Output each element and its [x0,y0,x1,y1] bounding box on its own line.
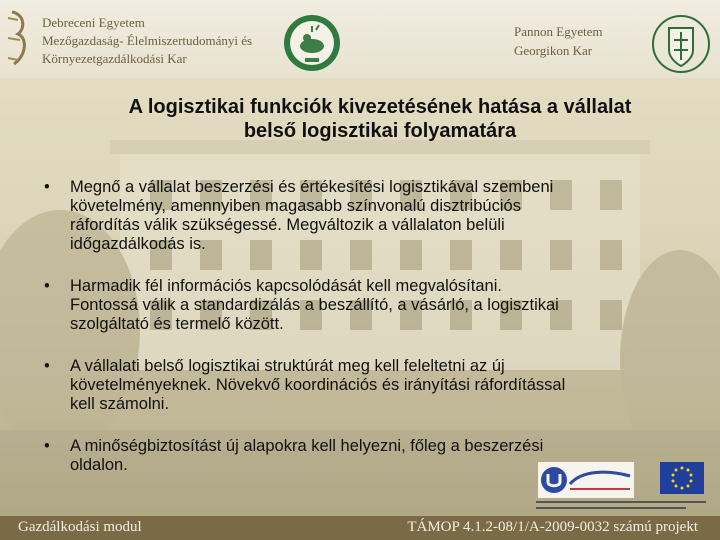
bullet-line: szolgáltató és termelő között. [70,315,284,333]
funding-notice-image [536,499,714,513]
bullet-marker: • [44,178,50,196]
footer-module-name: Gazdálkodási modul [18,519,142,535]
left-institution-line: Debreceni Egyetem [42,15,145,30]
right-institution-line: Pannon Egyetem [514,24,603,39]
footer-project-id: TÁMOP 4.1.2-08/1/A-2009-0032 számú projekt [407,519,698,535]
bullet-list [44,178,694,475]
bullet-line: A vállalati belső logisztikai struktúrát meg kell feleltetni az új [70,357,505,375]
bullet-item [44,357,694,414]
bullet-line: ráfordítás válik szükségessé. Megváltozik a vállalaton belüli [70,216,505,234]
footer-bar [0,516,720,540]
eu-flag-icon [660,462,704,494]
right-institution-name [514,22,602,60]
bullet-line: követelményeknek. Növekvő koordinációs és irányítási ráfordítással [70,376,566,394]
bullet-line: követelmény, amennyiben magasabb színvonalú disztribúciós [70,197,521,215]
bullet-item [44,277,694,334]
georgikon-emblem-icon [650,10,712,76]
bullet-line: kell számolni. [70,395,170,413]
bullet-marker: • [44,357,50,375]
bullet-marker: • [44,437,50,455]
right-institution-line: Georgikon Kar [514,43,593,58]
title-line: belső logisztikai folyamatára [243,120,517,142]
bullet-line: oldalon. [70,456,128,474]
title-line: A logisztikai funkciók kivezetésének hatása a vállalat [128,96,632,118]
bullet-line: A minőségbiztosítást új alapokra kell helyezni, főleg a beszerzési [70,437,544,455]
bullet-line: Harmadik fél információs kapcsolódását kell megvalósítani. [70,277,502,295]
slide-title [60,95,700,143]
faculty-seal-icon [283,14,341,72]
bullet-marker: • [44,277,50,295]
left-institution-line: Mezőgazdaság- Élelmiszertudományi és [42,33,253,48]
bullet-line: Megnő a vállalat beszerzési és értékesítési logisztikával szembeni [70,178,554,196]
bullet-line: Fontossá válik a standardizálás a beszállító, a vásárló, a logisztikai [70,296,559,314]
university-logo-icon [4,8,34,72]
left-institution-name [42,14,252,68]
uj-magyarorszag-logo-icon [538,462,634,498]
bullet-item [44,178,694,254]
left-institution-line: Környezetgazdálkodási Kar [42,51,187,66]
bullet-line: időgazdálkodás is. [70,235,206,253]
